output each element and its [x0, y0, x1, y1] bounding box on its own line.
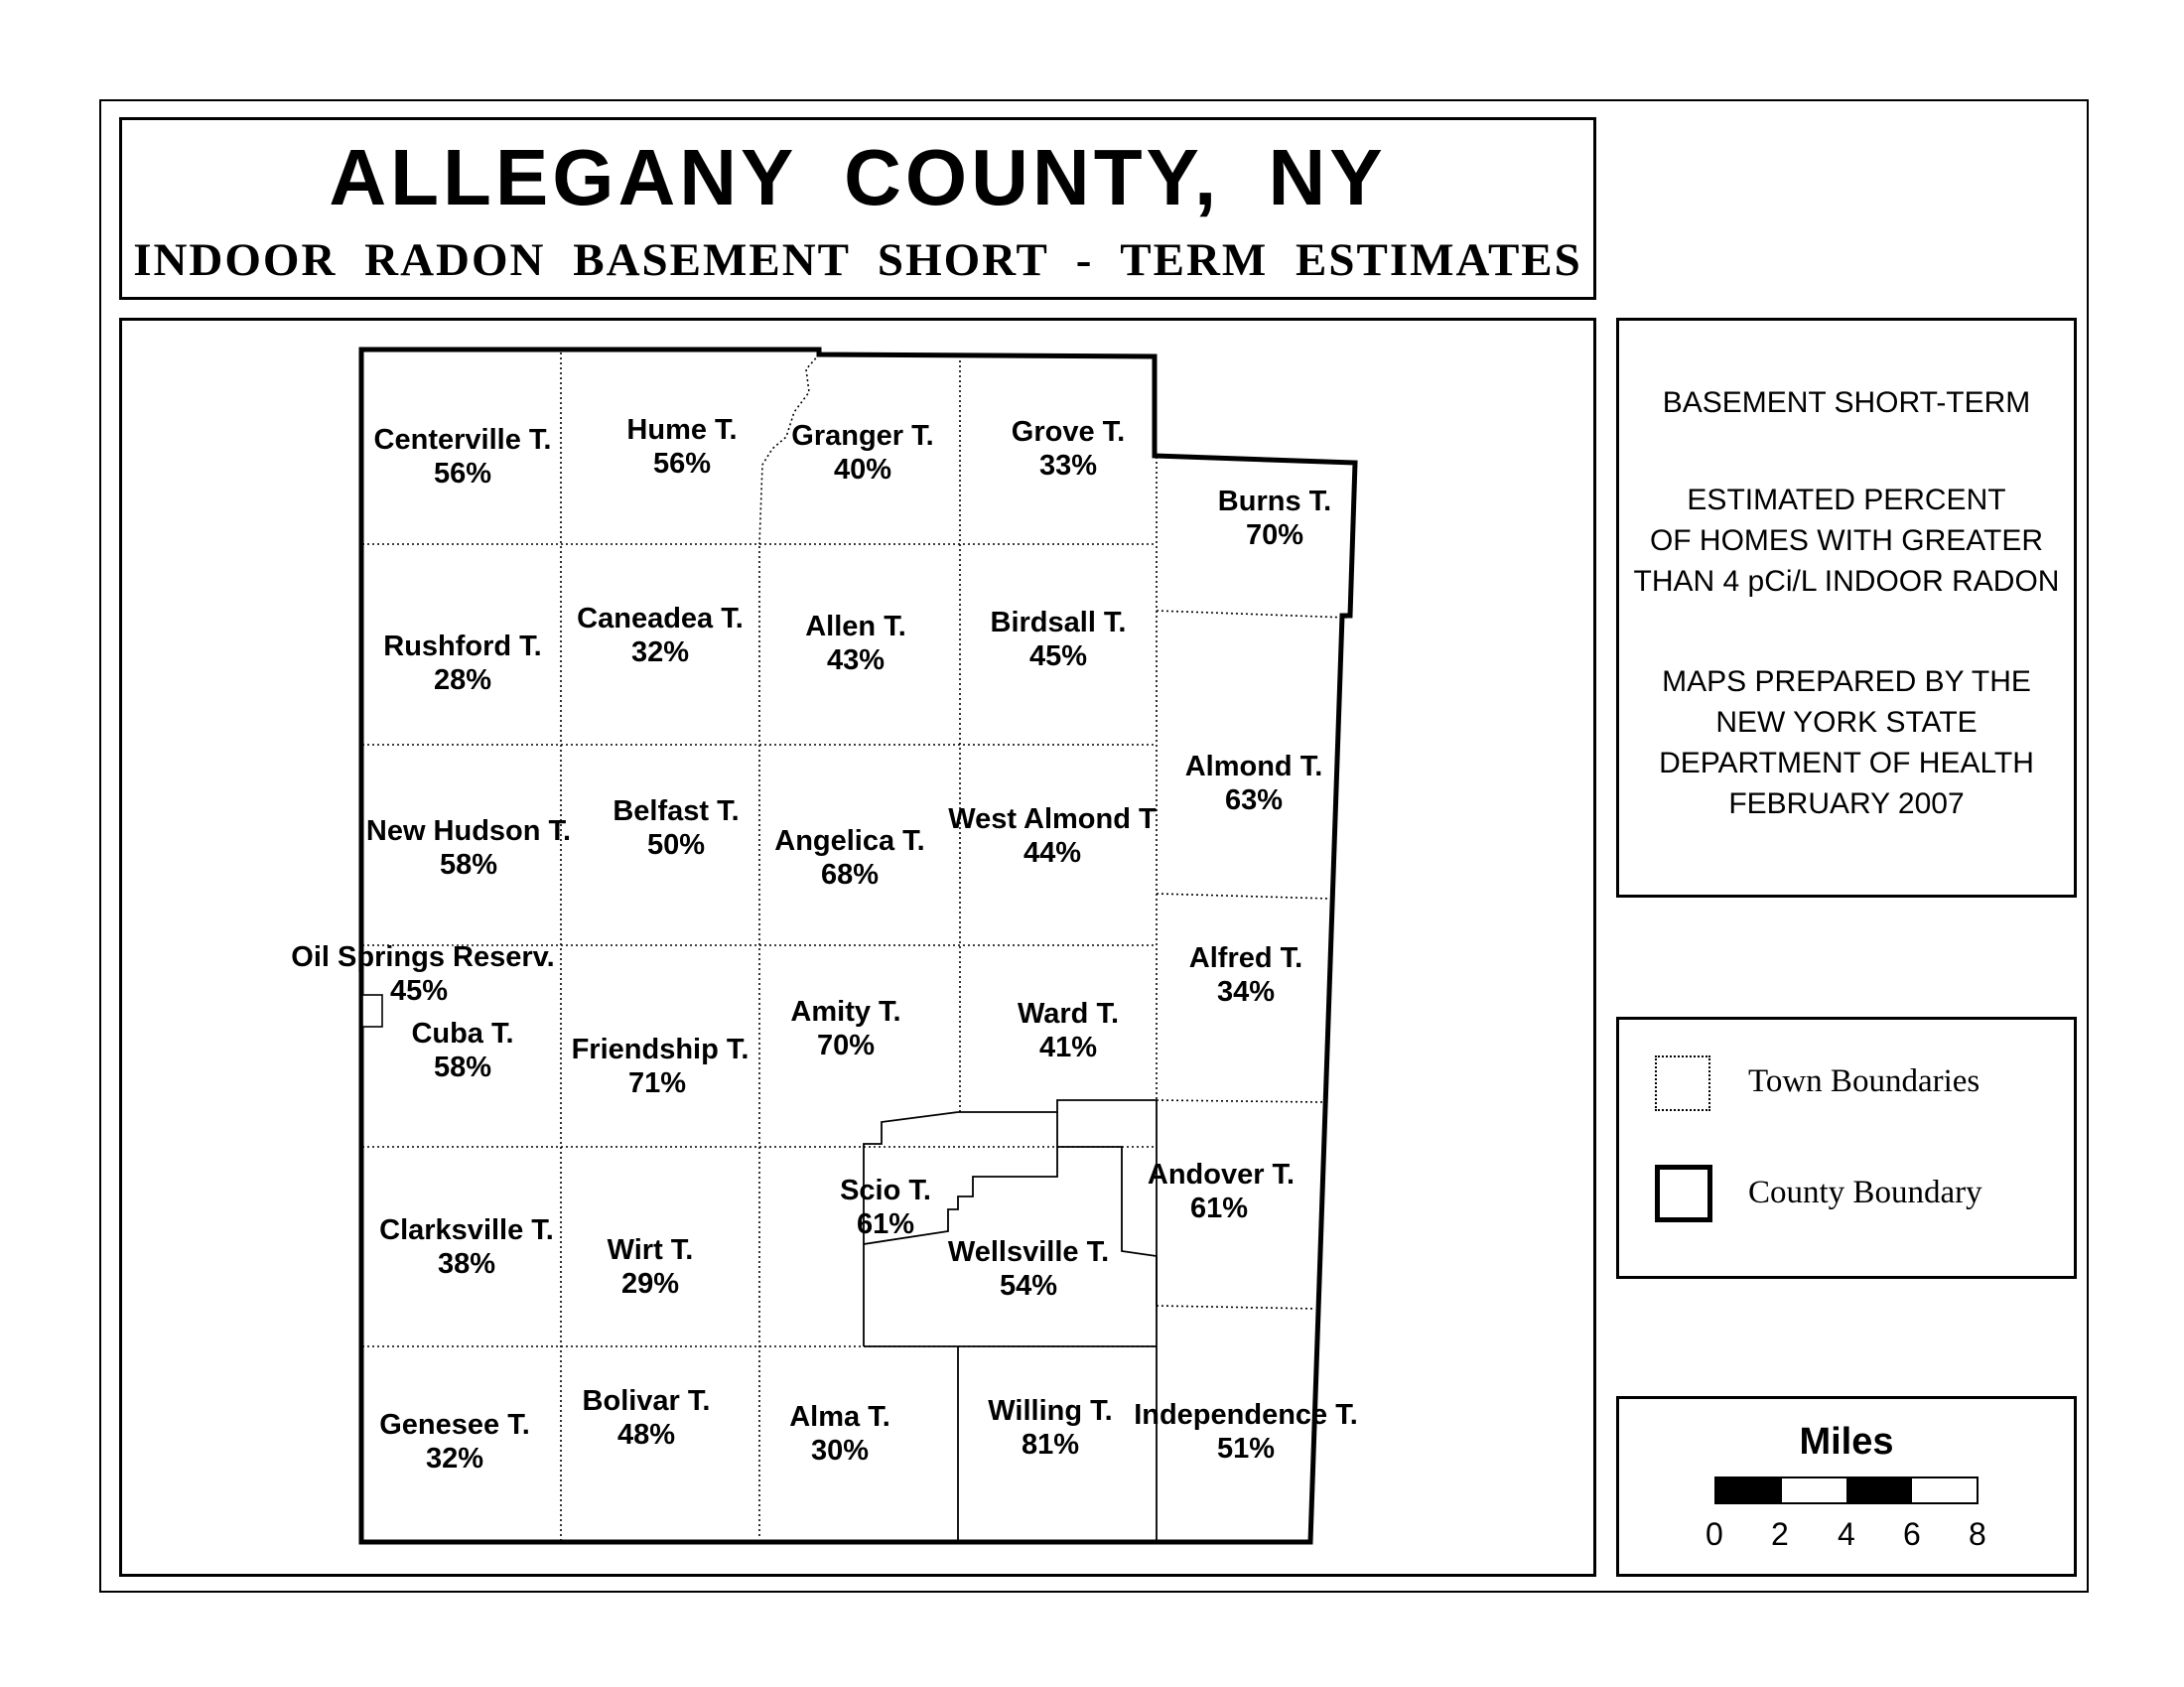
scale-tick-2: 2 — [1771, 1516, 1789, 1552]
oil-springs-reservation — [362, 995, 382, 1027]
info-heading: BASEMENT SHORT-TERM — [1662, 386, 2031, 419]
town-label-bolivar-value: 48% — [616, 1419, 676, 1451]
town-label-granger-value: 40% — [833, 454, 892, 486]
info-panel — [1616, 318, 2077, 898]
legend-town-label: Town Boundaries — [1748, 1063, 1980, 1099]
town-label-wellsville-value: 54% — [999, 1270, 1058, 1302]
town-label-genesee-name: Genesee T. — [379, 1409, 530, 1441]
town-label-scio-name: Scio T. — [840, 1175, 931, 1206]
scale-title: Miles — [1799, 1421, 1894, 1463]
town-label-oilsprings-name: Oil Springs Reserv. — [291, 941, 555, 973]
info-credit-line-3: DEPARTMENT OF HEALTH — [1659, 747, 2034, 779]
town-label-belfast-name: Belfast T. — [613, 795, 740, 827]
town-label-granger-name: Granger T. — [791, 420, 934, 452]
town-label-wirt-name: Wirt T. — [607, 1234, 694, 1266]
town-label-caneadea-value: 32% — [630, 636, 690, 668]
town-label-angelica-value: 68% — [820, 859, 880, 891]
town-label-alfred-name: Alfred T. — [1188, 942, 1303, 974]
town-label-angelica-name: Angelica T. — [774, 825, 925, 857]
town-label-genesee-value: 32% — [425, 1443, 484, 1475]
scale-segment — [1716, 1478, 1782, 1502]
town-label-ward-name: Ward T. — [1017, 998, 1120, 1030]
town-label-amity-name: Amity T. — [790, 996, 901, 1028]
town-label-oilsprings-value: 45% — [389, 975, 449, 1007]
town-label-cuba-value: 58% — [433, 1052, 492, 1083]
town-label-friendship-value: 71% — [627, 1067, 687, 1099]
scale-tick-6: 6 — [1903, 1516, 1921, 1552]
town-label-alfred-value: 34% — [1216, 976, 1276, 1008]
town-label-centerville-value: 56% — [433, 458, 492, 490]
town-label-allen-value: 43% — [826, 644, 886, 676]
town-label-wirt-value: 29% — [620, 1268, 680, 1300]
town-label-alma-value: 30% — [810, 1435, 870, 1467]
town-label-grove-name: Grove T. — [1011, 416, 1126, 448]
town-label-westalmond-value: 44% — [1023, 837, 1082, 869]
town-label-belfast-value: 50% — [646, 829, 706, 861]
town-label-centerville-name: Centerville T. — [373, 424, 552, 456]
town-label-bolivar-name: Bolivar T. — [582, 1385, 711, 1417]
town-label-andover-name: Andover T. — [1147, 1159, 1296, 1191]
town-label-alma-name: Alma T. — [789, 1401, 890, 1433]
town-lines-solid — [864, 1100, 1157, 1542]
town-label-allen-name: Allen T. — [805, 611, 906, 642]
town-label-burns-name: Burns T. — [1217, 486, 1332, 517]
town-label-hume-name: Hume T. — [626, 414, 738, 446]
town-label-hume-value: 56% — [652, 448, 712, 480]
scale-ticks — [1706, 1516, 1986, 1556]
town-label-burns-value: 70% — [1245, 519, 1304, 551]
scale-segment — [1782, 1478, 1847, 1502]
county-boundary-swatch — [1655, 1165, 1712, 1222]
scale-tick-4: 4 — [1838, 1516, 1855, 1552]
town-label-rushford-value: 28% — [433, 664, 492, 696]
town-label-cuba-name: Cuba T. — [411, 1018, 514, 1050]
town-label-rushford-name: Rushford T. — [383, 631, 542, 662]
scale-panel — [1616, 1396, 2077, 1577]
info-desc-line-2: OF HOMES WITH GREATER — [1649, 524, 2044, 557]
town-label-clarksville-name: Clarksville T. — [379, 1214, 554, 1246]
legend-county-label: County Boundary — [1748, 1175, 1982, 1210]
info-credit-line-1: MAPS PREPARED BY THE — [1662, 665, 2031, 698]
town-label-newhudson-name: New Hudson T. — [365, 815, 572, 847]
town-labels — [291, 414, 1358, 1475]
town-label-willing-value: 81% — [1021, 1429, 1080, 1461]
map-subtitle: INDOOR RADON BASEMENT SHORT - TERM ESTIMATES — [133, 234, 1582, 286]
town-label-amity-value: 70% — [816, 1030, 876, 1061]
town-label-wellsville-name: Wellsville T. — [947, 1236, 1110, 1268]
town-label-grove-value: 33% — [1038, 450, 1098, 482]
map-title: ALLEGANY COUNTY, NY — [329, 133, 1387, 221]
town-label-almond-value: 63% — [1224, 784, 1284, 816]
legend-panel — [1616, 1017, 2077, 1279]
info-credit-line-2: NEW YORK STATE — [1715, 706, 1978, 739]
town-label-independence-value: 51% — [1216, 1433, 1276, 1465]
town-label-westalmond-name: West Almond T — [948, 803, 1157, 835]
town-label-independence-name: Independence T. — [1134, 1399, 1358, 1431]
scale-tick-8: 8 — [1969, 1516, 1986, 1552]
town-label-birdsall-value: 45% — [1028, 640, 1088, 672]
town-label-caneadea-name: Caneadea T. — [577, 603, 744, 634]
scale-segment — [1846, 1478, 1912, 1502]
town-boundary-swatch — [1655, 1055, 1710, 1111]
town-label-almond-name: Almond T. — [1184, 751, 1323, 782]
town-label-ward-value: 41% — [1038, 1032, 1098, 1063]
scale-bar — [1714, 1476, 1979, 1504]
scale-tick-0: 0 — [1706, 1516, 1723, 1552]
town-label-newhudson-value: 58% — [439, 849, 498, 881]
info-desc-line-1: ESTIMATED PERCENT — [1687, 484, 2006, 516]
info-desc-line-3: THAN 4 pCi/L INDOOR RADON — [1633, 565, 2060, 598]
scale-segment — [1912, 1478, 1978, 1502]
town-label-friendship-name: Friendship T. — [571, 1034, 750, 1065]
town-label-andover-value: 61% — [1189, 1193, 1249, 1224]
town-label-birdsall-name: Birdsall T. — [990, 607, 1127, 638]
town-label-willing-name: Willing T. — [988, 1395, 1113, 1427]
info-credit-line-4: FEBRUARY 2007 — [1728, 787, 1965, 820]
town-label-scio-value: 61% — [856, 1208, 915, 1240]
town-label-clarksville-value: 38% — [437, 1248, 496, 1280]
